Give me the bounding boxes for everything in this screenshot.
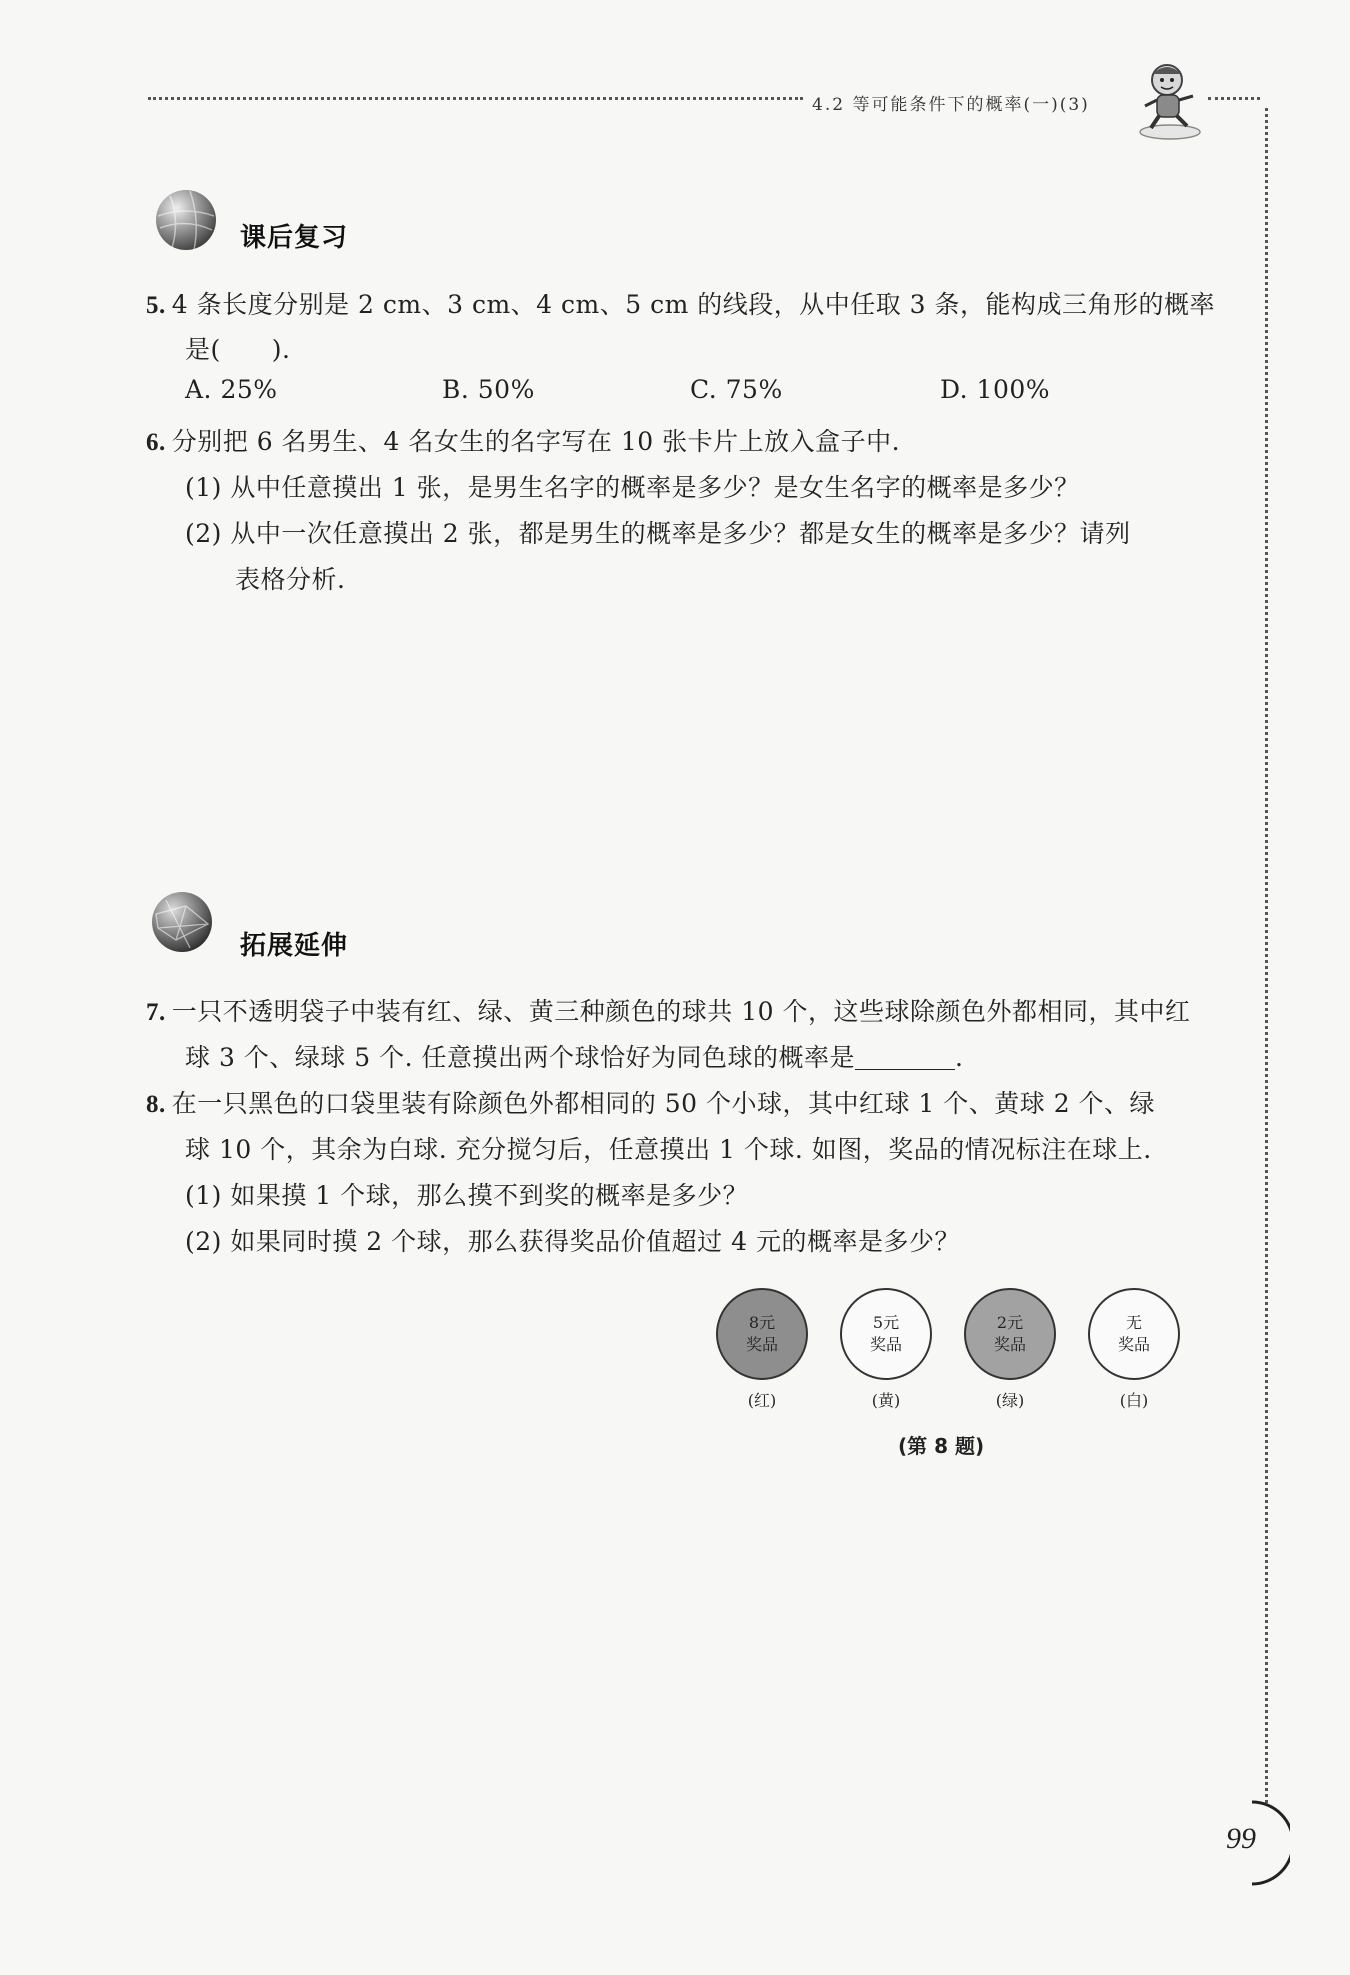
question-8-sub-1: (1) 如果摸 1 个球，那么摸不到奖的概率是多少？: [185, 1181, 749, 1210]
question-8-sub-2: (2) 如果同时摸 2 个球，那么获得奖品价值超过 4 元的概率是多少？: [185, 1227, 960, 1256]
header-dotted-rule-right: [1208, 97, 1260, 100]
question-7-line-1: 7. 一只不透明袋子中装有红、绿、黄三种颜色的球共 10 个，这些球除颜色外都相同，其中红: [146, 997, 1191, 1026]
answer-blank: [855, 1045, 955, 1070]
chapter-title: 4.2 等可能条件下的概率(一)(3): [812, 95, 1090, 115]
option-a: A. 25%: [185, 375, 278, 404]
mascot-icon: [1135, 58, 1205, 140]
question-8-line-1: 8. 在一只黑色的口袋里装有除颜色外都相同的 50 个小球，其中红球 1 个、黄球 2 个、绿: [146, 1089, 1156, 1118]
question-5-line-2: 是( ).: [185, 335, 291, 364]
page-number: 99: [1226, 1822, 1256, 1855]
ball-yellow: 5元 奖品: [840, 1288, 932, 1380]
ball-caption-yellow: (黄): [871, 1391, 901, 1410]
question-8-line-2: 球 10 个，其余为白球. 充分搅匀后，任意摸出 1 个球. 如图，奖品的情况标注在球上.: [185, 1135, 1152, 1164]
question-number: 6.: [146, 429, 166, 456]
right-dotted-rule: [1265, 108, 1268, 1803]
question-5-line-1: 5. 4 条长度分别是 2 cm、3 cm、4 cm、5 cm 的线段，从中任取 3 条，能构成三角形的概率: [146, 290, 1216, 319]
ball-caption-white: (白): [1119, 1391, 1149, 1410]
section-title-extension: 拓展延伸: [240, 931, 349, 961]
ball-red: 8元 奖品: [716, 1288, 808, 1380]
ball-caption-red: (红): [747, 1391, 777, 1410]
question-6-sub-1: (1) 从中任意摸出 1 张，是男生名字的概率是多少？是女生名字的概率是多少？: [185, 473, 1080, 502]
header-dotted-rule-left: [148, 97, 803, 100]
network-globe-icon: [146, 888, 218, 960]
option-c: C. 75%: [690, 375, 783, 404]
option-b: B. 50%: [442, 375, 535, 404]
question-number: 5.: [146, 292, 166, 319]
question-6-line-1: 6. 分别把 6 名男生、4 名女生的名字写在 10 张卡片上放入盒子中.: [146, 427, 901, 456]
option-d: D. 100%: [940, 375, 1051, 404]
ball-green: 2元 奖品: [964, 1288, 1056, 1380]
question-number: 8.: [146, 1091, 166, 1118]
ball-caption-green: (绿): [995, 1391, 1025, 1410]
globe-icon: [150, 186, 222, 258]
question-6-sub-2-line-1: (2) 从中一次任意摸出 2 张，都是男生的概率是多少？都是女生的概率是多少？请列: [185, 519, 1131, 548]
ball-white: 无 奖品: [1088, 1288, 1180, 1380]
question-number: 7.: [146, 999, 166, 1026]
question-7-line-2: 球 3 个、绿球 5 个. 任意摸出两个球恰好为同色球的概率是 .: [185, 1043, 964, 1072]
figure-caption: (第 8 题): [898, 1434, 985, 1458]
question-6-sub-2-line-2: 表格分析.: [235, 565, 346, 594]
section-title-review: 课后复习: [240, 223, 349, 253]
